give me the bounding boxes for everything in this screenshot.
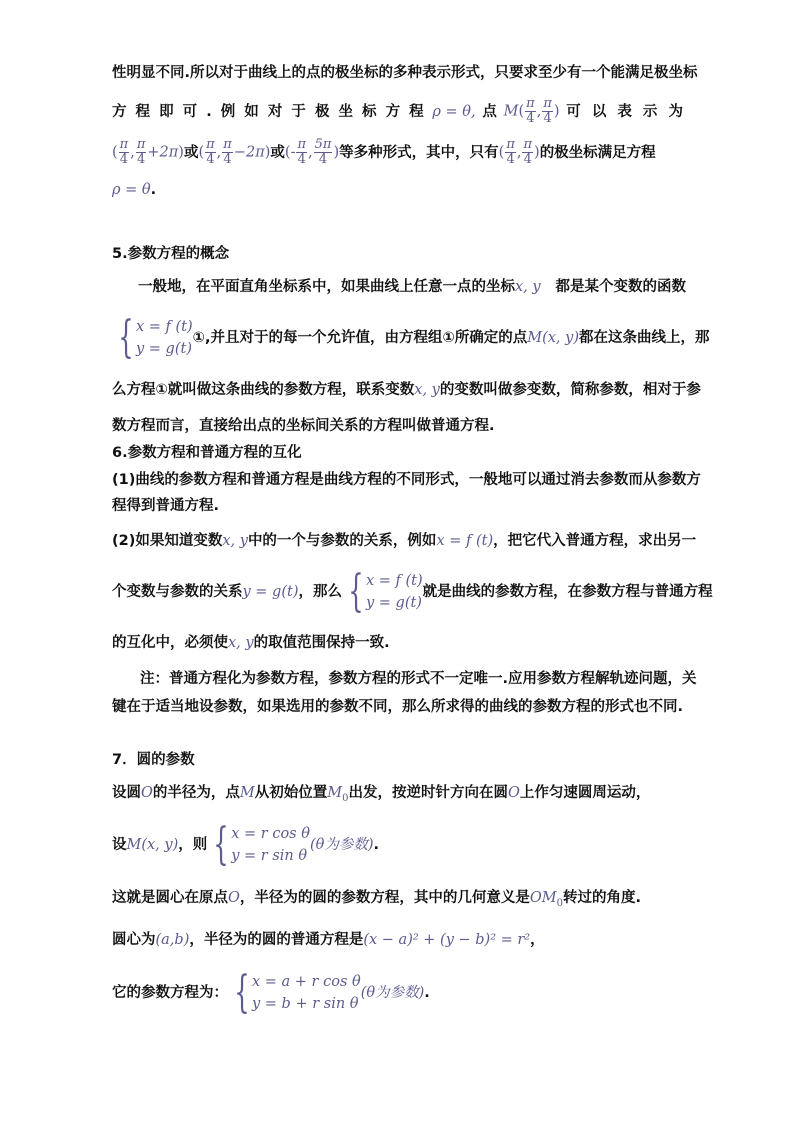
math-expression: x, y (222, 533, 248, 549)
math-expression: M(x, y) (527, 330, 579, 346)
math-expression: (θ为参数) (360, 985, 425, 1001)
equation-system: { x = r cos θ y = r sin θ (213, 819, 310, 870)
math-expression: ρ = θ (112, 182, 151, 198)
text-line (112, 819, 686, 870)
note-line (112, 697, 686, 717)
math-expression: x = f (t) (436, 533, 494, 549)
text-line (112, 531, 697, 551)
equation-system: { x = f (t) y = g(t) (348, 566, 423, 617)
text-line (112, 930, 686, 950)
text-line (112, 180, 686, 200)
math-expression: $M_0$ (327, 785, 349, 804)
section-heading: 7．圆的参数 (112, 752, 195, 768)
math-form-3: (- $\frac{\pi}{4}$ , $\frac{5\pi}{4}$ ) (284, 137, 340, 167)
paragraph-text: 出发，按逆时针方向在圆 (348, 785, 508, 801)
paragraph-text: 就是曲线的参数方程，在参数方程与普通方程 (422, 584, 713, 600)
paragraph-text: ，把它代入普通方程，求出另一 (493, 533, 697, 549)
math-expression: (x − a)² + (y − b)² = r² (363, 932, 531, 948)
math-expression: (a,b) (155, 932, 190, 948)
text-line (112, 633, 686, 653)
paragraph-text: 圆心为 (112, 932, 156, 948)
math-form-1: ( $\frac{\pi}{4}$ , $\frac{\pi}{4}$ +2π) (112, 137, 184, 167)
paragraph-text: ①,并且对于的每一个允许值，由方程组①所确定的点 (192, 330, 528, 346)
text-line (112, 783, 686, 809)
math-expression: x, y (228, 635, 254, 651)
math-expression: x, y (515, 279, 541, 295)
paragraph-text: ， (530, 932, 545, 948)
paragraph-text: ，那么 (298, 584, 342, 600)
text-line (112, 312, 710, 363)
math-form-4: ( $\frac{\pi}{4}$ , $\frac{\pi}{4}$ ) (498, 137, 540, 167)
paragraph-text: 键在于适当地设参数，如果选用的参数不同，那么所求得的曲线的参数方程的形式也不同. (112, 699, 684, 715)
paragraph-text: 设 (112, 837, 127, 853)
math-expression: M(x, y) (126, 837, 179, 853)
section-heading: 5.参数方程的概念 (112, 246, 230, 262)
text-line (112, 416, 686, 436)
equation-system: { x = a + r cos θ y = b + r sin θ (234, 967, 361, 1018)
paragraph-text: 个变数与参数的关系 (112, 584, 243, 600)
math-expression: M (239, 785, 255, 801)
paragraph-text: . (424, 985, 430, 1001)
note-line (112, 669, 697, 689)
text-line (112, 888, 686, 914)
paragraph-text: 转过的角度. (563, 890, 642, 906)
paragraph-text: 的互化中，必须使 (112, 635, 228, 651)
math-point: M( $\frac{\pi}{4}$ , $\frac{\pi}{4}$ ) (503, 96, 560, 126)
math-expression: y = g(t) (242, 584, 299, 600)
paragraph-text: 的极坐标满足方程 (539, 144, 656, 161)
paragraph-text: 么方程①就叫做这条曲线的参数方程，联系变数 (112, 382, 415, 398)
paragraph-text: (1)曲线的参数方程和普通方程是曲线方程的不同形式，一般地可以通过消去参数而从参数方 (112, 472, 701, 488)
math-expression: O (507, 785, 520, 801)
paragraph-text: 从初始位置 (254, 785, 328, 801)
paragraph-text: 注：普通方程化为参数方程，参数方程的形式不一定唯一.应用参数方程解轨迹问题，关 (140, 671, 697, 687)
paragraph-text: 这就是圆心在原点 (112, 890, 228, 906)
text-line (112, 566, 713, 617)
text-line (112, 138, 686, 167)
paragraph-text: 可 以 表 示 为 (566, 103, 686, 120)
paragraph-text: 或 (183, 144, 199, 161)
paragraph-text: 程得到普通方程. (112, 498, 220, 514)
paragraph-text: 中的一个与参数的关系，例如 (247, 533, 437, 549)
math-form-2: ( $\frac{\pi}{4}$ , $\frac{\pi}{4}$ −2π) (198, 137, 271, 167)
paragraph-text: (2)如果知道变数 (112, 533, 223, 549)
paragraph-text: . (373, 837, 380, 853)
text-line (112, 470, 701, 490)
math-expression: ρ = θ, (432, 103, 476, 120)
paragraph-text: 都在这条曲线上，那 (578, 330, 710, 346)
paragraph-text: 数方程而言，直接给出点的坐标间关系的方程叫做普通方程. (112, 418, 495, 434)
text-line (112, 496, 686, 516)
paragraph-text: 性明显不同.所以对于曲线上的点的极坐标的多种表示形式，只要求至少有一个能满足极坐标 (112, 65, 698, 81)
math-expression: x, y (414, 382, 440, 398)
paragraph-text: . (150, 182, 157, 198)
paragraph-text: 等多种形式，其中，只有 (339, 144, 499, 161)
paragraph-text: 设圆 (112, 785, 141, 801)
paragraph-text: 的半径为，点 (152, 785, 240, 801)
paragraph-text: 点 (482, 103, 497, 120)
text-line (112, 277, 686, 297)
text-line (112, 63, 698, 83)
paragraph-text: 上作匀速圆周运动， (519, 785, 651, 801)
paragraph-text: ，半径为的圆的普通方程是 (189, 932, 364, 948)
math-expression: O (141, 785, 153, 801)
paragraph-text: 它的参数方程为： (112, 985, 228, 1001)
equation-system: { x = f (t) y = g(t) (118, 312, 193, 363)
paragraph-text: 的变数叫做参变数，简称参数，相对于参 (439, 382, 701, 398)
paragraph-text: 或 (270, 144, 285, 161)
math-expression: (θ为参数) (309, 837, 374, 853)
section-heading: 6.参数方程和普通方程的互化 (112, 445, 302, 461)
text-line (112, 380, 701, 400)
paragraph-text: 一般地，在平面直角坐标系中，如果曲线上任意一点的坐标 (138, 279, 515, 295)
paragraph-text: 的取值范围保持一致. (253, 635, 390, 651)
paragraph-text: ，半径为的圆的参数方程，其中的几何意义是 (239, 890, 530, 906)
paragraph-text: 方 程 即 可 . 例 如 对 于 极 坐 标 方 程 (112, 103, 426, 120)
math-expression: O (228, 890, 240, 906)
paragraph-text: ，则 (178, 837, 208, 853)
text-line (112, 97, 686, 126)
paragraph-text: 都是某个变数的函数 (555, 279, 686, 295)
math-expression: $OM_0$ (529, 890, 563, 909)
text-line (112, 967, 686, 1018)
